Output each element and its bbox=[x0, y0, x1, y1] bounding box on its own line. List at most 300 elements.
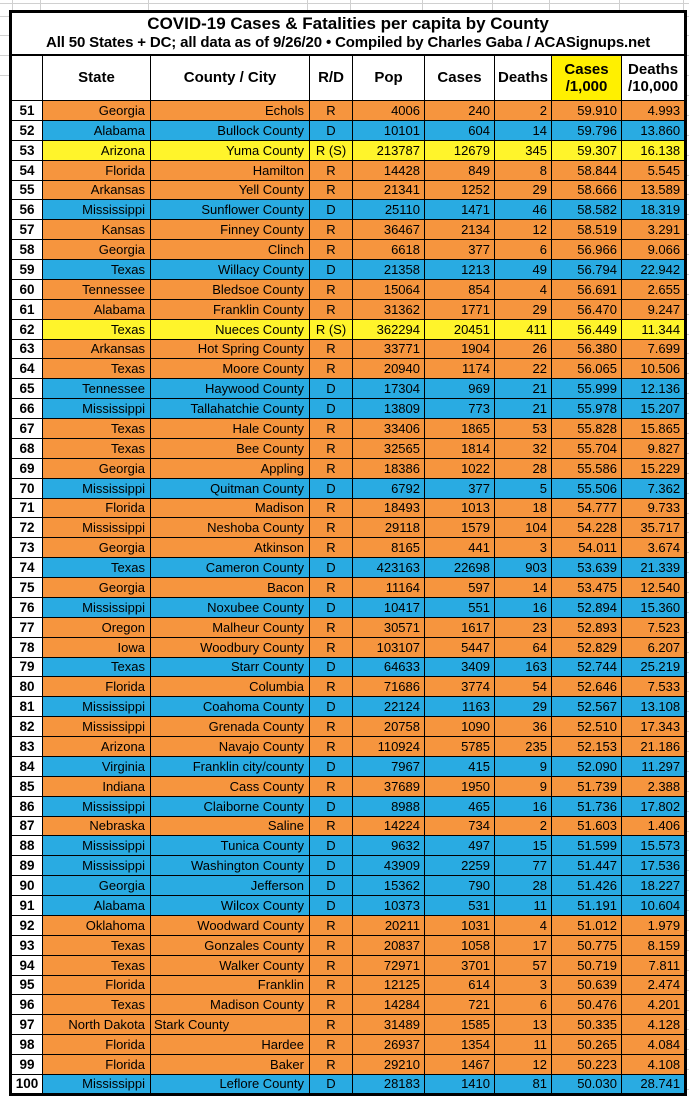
cell-state: Texas bbox=[43, 995, 151, 1015]
cell-cases-per-1000: 51.012 bbox=[552, 915, 622, 935]
cell-deaths-per-10000: 15.360 bbox=[622, 597, 686, 617]
cell-county: Coahoma County bbox=[151, 697, 310, 717]
cell-cases-per-1000: 50.223 bbox=[552, 1055, 622, 1075]
cell-pop: 103107 bbox=[353, 637, 425, 657]
cell-deaths: 903 bbox=[495, 558, 552, 578]
cell-party: R bbox=[310, 816, 353, 836]
cell-county: Columbia bbox=[151, 677, 310, 697]
cell-cases-per-1000: 56.470 bbox=[552, 299, 622, 319]
cell-state: Florida bbox=[43, 975, 151, 995]
cell-pop: 31489 bbox=[353, 1015, 425, 1035]
cell-state: Arizona bbox=[43, 737, 151, 757]
cell-pop: 21358 bbox=[353, 260, 425, 280]
cell-cases-per-1000: 59.307 bbox=[552, 140, 622, 160]
cell-deaths: 3 bbox=[495, 538, 552, 558]
cell-party: D bbox=[310, 756, 353, 776]
cell-cases: 1090 bbox=[425, 717, 495, 737]
cell-county: Malheur County bbox=[151, 617, 310, 637]
cell-deaths: 18 bbox=[495, 498, 552, 518]
cell-deaths: 29 bbox=[495, 180, 552, 200]
cell-cases: 1252 bbox=[425, 180, 495, 200]
header-deaths: Deaths bbox=[495, 55, 552, 101]
cell-pop: 8165 bbox=[353, 538, 425, 558]
gridline bbox=[0, 35, 9, 36]
cell-rank: 54 bbox=[11, 160, 43, 180]
cell-deaths-per-10000: 9.733 bbox=[622, 498, 686, 518]
table-row bbox=[11, 240, 686, 260]
cell-state: Florida bbox=[43, 1055, 151, 1075]
cell-party: R bbox=[310, 240, 353, 260]
table-row bbox=[11, 498, 686, 518]
cell-deaths-per-10000: 7.533 bbox=[622, 677, 686, 697]
cell-pop: 37689 bbox=[353, 776, 425, 796]
cell-pop: 7967 bbox=[353, 756, 425, 776]
table-row bbox=[11, 856, 686, 876]
cell-deaths-per-10000: 9.066 bbox=[622, 240, 686, 260]
cell-rank: 69 bbox=[11, 458, 43, 478]
cell-rank: 72 bbox=[11, 518, 43, 538]
header-rank bbox=[11, 55, 43, 101]
cell-deaths-per-10000: 2.474 bbox=[622, 975, 686, 995]
cell-pop: 213787 bbox=[353, 140, 425, 160]
cell-party: R bbox=[310, 677, 353, 697]
cell-state: Georgia bbox=[43, 578, 151, 598]
cell-county: Tallahatchie County bbox=[151, 399, 310, 419]
cell-rank: 99 bbox=[11, 1055, 43, 1075]
cell-cases: 1163 bbox=[425, 697, 495, 717]
cell-deaths-per-10000: 21.339 bbox=[622, 558, 686, 578]
cell-pop: 33771 bbox=[353, 339, 425, 359]
cell-rank: 60 bbox=[11, 279, 43, 299]
table-row bbox=[11, 737, 686, 757]
cell-cases: 1814 bbox=[425, 438, 495, 458]
cell-cases-per-1000: 55.586 bbox=[552, 458, 622, 478]
cell-cases: 5447 bbox=[425, 637, 495, 657]
gridline bbox=[422, 0, 423, 10]
cell-pop: 33406 bbox=[353, 419, 425, 439]
table-row bbox=[11, 637, 686, 657]
cell-county: Claiborne County bbox=[151, 796, 310, 816]
cell-party: D bbox=[310, 120, 353, 140]
cell-party: D bbox=[310, 896, 353, 916]
cell-pop: 9632 bbox=[353, 836, 425, 856]
cell-rank: 97 bbox=[11, 1015, 43, 1035]
cell-deaths: 21 bbox=[495, 379, 552, 399]
cell-rank: 74 bbox=[11, 558, 43, 578]
cell-pop: 20758 bbox=[353, 717, 425, 737]
cell-cases: 5785 bbox=[425, 737, 495, 757]
cell-pop: 43909 bbox=[353, 856, 425, 876]
cell-rank: 84 bbox=[11, 756, 43, 776]
cell-county: Bacon bbox=[151, 578, 310, 598]
cell-deaths: 28 bbox=[495, 876, 552, 896]
cell-party: D bbox=[310, 399, 353, 419]
cell-county: Stark County bbox=[151, 1015, 310, 1035]
cell-pop: 12125 bbox=[353, 975, 425, 995]
cell-county: Cass County bbox=[151, 776, 310, 796]
cell-deaths: 5 bbox=[495, 478, 552, 498]
header-deaths-per-10000: Deaths /10,000 bbox=[622, 55, 686, 101]
cell-party: D bbox=[310, 657, 353, 677]
cell-state: Alabama bbox=[43, 896, 151, 916]
table-row bbox=[11, 359, 686, 379]
cell-deaths: 9 bbox=[495, 776, 552, 796]
cell-party: R bbox=[310, 101, 353, 121]
cell-deaths-per-10000: 17.802 bbox=[622, 796, 686, 816]
cell-party: D bbox=[310, 558, 353, 578]
cell-cases: 1174 bbox=[425, 359, 495, 379]
cell-pop: 11164 bbox=[353, 578, 425, 598]
cell-cases-per-1000: 53.639 bbox=[552, 558, 622, 578]
cell-cases: 1013 bbox=[425, 498, 495, 518]
cell-pop: 14428 bbox=[353, 160, 425, 180]
cell-pop: 15362 bbox=[353, 876, 425, 896]
cell-cases: 1213 bbox=[425, 260, 495, 280]
cell-state: Oregon bbox=[43, 617, 151, 637]
cell-rank: 51 bbox=[11, 101, 43, 121]
cell-pop: 362294 bbox=[353, 319, 425, 339]
cell-deaths-per-10000: 10.604 bbox=[622, 896, 686, 916]
cell-state: Texas bbox=[43, 657, 151, 677]
table-subtitle: All 50 States + DC; all data as of 9/26/20 • Compiled by Charles Gaba / ACASignups.net bbox=[46, 34, 651, 52]
cell-party: R bbox=[310, 1055, 353, 1075]
cell-cases: 1471 bbox=[425, 200, 495, 220]
cell-state: Florida bbox=[43, 498, 151, 518]
cell-deaths: 49 bbox=[495, 260, 552, 280]
cell-deaths-per-10000: 9.827 bbox=[622, 438, 686, 458]
cell-county: Sunflower County bbox=[151, 200, 310, 220]
cell-rank: 57 bbox=[11, 220, 43, 240]
cell-rank: 67 bbox=[11, 419, 43, 439]
cell-pop: 4006 bbox=[353, 101, 425, 121]
cell-deaths: 11 bbox=[495, 896, 552, 916]
cell-cases: 240 bbox=[425, 101, 495, 121]
cell-cases: 604 bbox=[425, 120, 495, 140]
cell-deaths: 64 bbox=[495, 637, 552, 657]
table-row bbox=[11, 399, 686, 419]
cell-rank: 100 bbox=[11, 1074, 43, 1094]
cell-cases-per-1000: 50.775 bbox=[552, 935, 622, 955]
cell-party: R bbox=[310, 637, 353, 657]
table-row bbox=[11, 955, 686, 975]
cell-county: Moore County bbox=[151, 359, 310, 379]
table-row bbox=[11, 458, 686, 478]
cell-cases: 2134 bbox=[425, 220, 495, 240]
cell-cases: 1617 bbox=[425, 617, 495, 637]
header-cases-per-1000: Cases /1,000 bbox=[552, 55, 622, 101]
cell-county: Yuma County bbox=[151, 140, 310, 160]
cell-state: Georgia bbox=[43, 876, 151, 896]
cell-cases-per-1000: 55.978 bbox=[552, 399, 622, 419]
cell-pop: 110924 bbox=[353, 737, 425, 757]
cell-deaths-per-10000: 7.362 bbox=[622, 478, 686, 498]
cell-deaths: 29 bbox=[495, 697, 552, 717]
cell-county: Willacy County bbox=[151, 260, 310, 280]
cell-deaths: 12 bbox=[495, 1055, 552, 1075]
table-row bbox=[11, 538, 686, 558]
cell-cases: 1022 bbox=[425, 458, 495, 478]
cell-deaths: 15 bbox=[495, 836, 552, 856]
cell-cases-per-1000: 59.796 bbox=[552, 120, 622, 140]
cell-state: Texas bbox=[43, 438, 151, 458]
cell-rank: 55 bbox=[11, 180, 43, 200]
cell-cases: 1579 bbox=[425, 518, 495, 538]
cell-cases: 441 bbox=[425, 538, 495, 558]
cell-county: Woodward County bbox=[151, 915, 310, 935]
cell-deaths-per-10000: 8.159 bbox=[622, 935, 686, 955]
cell-county: Hamilton bbox=[151, 160, 310, 180]
cell-deaths: 14 bbox=[495, 578, 552, 598]
cell-pop: 10101 bbox=[353, 120, 425, 140]
cell-state: Iowa bbox=[43, 637, 151, 657]
cell-cases-per-1000: 54.228 bbox=[552, 518, 622, 538]
cell-cases-per-1000: 54.777 bbox=[552, 498, 622, 518]
table-row bbox=[11, 1035, 686, 1055]
cell-deaths-per-10000: 12.136 bbox=[622, 379, 686, 399]
cell-party: D bbox=[310, 1074, 353, 1094]
cell-party: R bbox=[310, 995, 353, 1015]
cell-cases-per-1000: 56.065 bbox=[552, 359, 622, 379]
cell-party: D bbox=[310, 697, 353, 717]
cell-rank: 83 bbox=[11, 737, 43, 757]
cell-rank: 86 bbox=[11, 796, 43, 816]
cell-rank: 58 bbox=[11, 240, 43, 260]
cell-county: Nueces County bbox=[151, 319, 310, 339]
cell-deaths: 21 bbox=[495, 399, 552, 419]
cell-deaths-per-10000: 13.108 bbox=[622, 697, 686, 717]
cell-deaths: 81 bbox=[495, 1074, 552, 1094]
header-county: County / City bbox=[151, 55, 310, 101]
cell-county: Madison County bbox=[151, 995, 310, 1015]
cell-party: R bbox=[310, 737, 353, 757]
cell-deaths-per-10000: 15.207 bbox=[622, 399, 686, 419]
cell-deaths: 11 bbox=[495, 1035, 552, 1055]
cell-rank: 87 bbox=[11, 816, 43, 836]
cell-county: Franklin city/county bbox=[151, 756, 310, 776]
cell-pop: 6618 bbox=[353, 240, 425, 260]
cell-county: Haywood County bbox=[151, 379, 310, 399]
cell-pop: 36467 bbox=[353, 220, 425, 240]
cell-deaths: 14 bbox=[495, 120, 552, 140]
cell-rank: 80 bbox=[11, 677, 43, 697]
cell-pop: 21341 bbox=[353, 180, 425, 200]
cell-deaths: 104 bbox=[495, 518, 552, 538]
cell-state: Mississippi bbox=[43, 856, 151, 876]
cell-county: Neshoba County bbox=[151, 518, 310, 538]
cell-deaths: 235 bbox=[495, 737, 552, 757]
covid-county-table bbox=[9, 10, 687, 1096]
cell-cases: 1904 bbox=[425, 339, 495, 359]
table-row bbox=[11, 319, 686, 339]
cell-deaths-per-10000: 17.536 bbox=[622, 856, 686, 876]
cell-county: Wilcox County bbox=[151, 896, 310, 916]
cell-state: Kansas bbox=[43, 220, 151, 240]
cell-state: Arkansas bbox=[43, 339, 151, 359]
cell-deaths-per-10000: 13.589 bbox=[622, 180, 686, 200]
cell-deaths: 4 bbox=[495, 279, 552, 299]
cell-state: Florida bbox=[43, 677, 151, 697]
cell-deaths-per-10000: 2.388 bbox=[622, 776, 686, 796]
cell-rank: 81 bbox=[11, 697, 43, 717]
cell-cases-per-1000: 50.476 bbox=[552, 995, 622, 1015]
table-row bbox=[11, 597, 686, 617]
cell-cases: 854 bbox=[425, 279, 495, 299]
cell-pop: 25110 bbox=[353, 200, 425, 220]
cell-cases-per-1000: 52.646 bbox=[552, 677, 622, 697]
cell-party: R bbox=[310, 180, 353, 200]
cell-county: Noxubee County bbox=[151, 597, 310, 617]
table-row bbox=[11, 876, 686, 896]
cell-cases: 2259 bbox=[425, 856, 495, 876]
cell-deaths: 2 bbox=[495, 101, 552, 121]
cell-cases-per-1000: 59.910 bbox=[552, 101, 622, 121]
cell-cases-per-1000: 52.567 bbox=[552, 697, 622, 717]
cell-rank: 77 bbox=[11, 617, 43, 637]
cell-deaths-per-10000: 4.993 bbox=[622, 101, 686, 121]
cell-rank: 66 bbox=[11, 399, 43, 419]
header-pop: Pop bbox=[353, 55, 425, 101]
cell-party: D bbox=[310, 597, 353, 617]
table-row bbox=[11, 220, 686, 240]
cell-deaths: 53 bbox=[495, 419, 552, 439]
cell-deaths-per-10000: 3.291 bbox=[622, 220, 686, 240]
cell-state: Florida bbox=[43, 1035, 151, 1055]
cell-county: Walker County bbox=[151, 955, 310, 975]
table-row bbox=[11, 299, 686, 319]
cell-county: Baker bbox=[151, 1055, 310, 1075]
table-row bbox=[11, 120, 686, 140]
cell-pop: 20940 bbox=[353, 359, 425, 379]
table-title: COVID-19 Cases & Fatalities per capita by County bbox=[147, 13, 549, 33]
column-header-row bbox=[11, 55, 686, 101]
cell-state: Texas bbox=[43, 955, 151, 975]
cell-cases-per-1000: 51.599 bbox=[552, 836, 622, 856]
cell-cases: 465 bbox=[425, 796, 495, 816]
cell-deaths: 16 bbox=[495, 597, 552, 617]
cell-county: Atkinson bbox=[151, 538, 310, 558]
cell-rank: 68 bbox=[11, 438, 43, 458]
cell-rank: 96 bbox=[11, 995, 43, 1015]
gridline bbox=[0, 55, 9, 56]
cell-pop: 17304 bbox=[353, 379, 425, 399]
cell-county: Cameron County bbox=[151, 558, 310, 578]
cell-deaths-per-10000: 4.108 bbox=[622, 1055, 686, 1075]
cell-pop: 6792 bbox=[353, 478, 425, 498]
cell-party: R (S) bbox=[310, 319, 353, 339]
cell-pop: 20837 bbox=[353, 935, 425, 955]
cell-state: Mississippi bbox=[43, 399, 151, 419]
cell-county: Navajo County bbox=[151, 737, 310, 757]
cell-party: R bbox=[310, 419, 353, 439]
cell-party: R bbox=[310, 578, 353, 598]
table-row bbox=[11, 1074, 686, 1094]
cell-deaths-per-10000: 18.319 bbox=[622, 200, 686, 220]
cell-party: D bbox=[310, 478, 353, 498]
cell-pop: 26937 bbox=[353, 1035, 425, 1055]
cell-deaths: 17 bbox=[495, 935, 552, 955]
cell-rank: 85 bbox=[11, 776, 43, 796]
cell-county: Appling bbox=[151, 458, 310, 478]
cell-rank: 92 bbox=[11, 915, 43, 935]
cell-rank: 70 bbox=[11, 478, 43, 498]
cell-cases-per-1000: 55.828 bbox=[552, 419, 622, 439]
cell-county: Woodbury County bbox=[151, 637, 310, 657]
cell-cases-per-1000: 51.191 bbox=[552, 896, 622, 916]
cell-state: Mississippi bbox=[43, 697, 151, 717]
cell-cases: 497 bbox=[425, 836, 495, 856]
gridline bbox=[683, 0, 684, 10]
cell-party: D bbox=[310, 876, 353, 896]
cell-rank: 89 bbox=[11, 856, 43, 876]
cell-deaths: 163 bbox=[495, 657, 552, 677]
cell-state: Mississippi bbox=[43, 1074, 151, 1094]
cell-deaths-per-10000: 21.186 bbox=[622, 737, 686, 757]
cell-cases: 22698 bbox=[425, 558, 495, 578]
cell-party: R bbox=[310, 776, 353, 796]
cell-state: Georgia bbox=[43, 538, 151, 558]
table-row bbox=[11, 518, 686, 538]
table-row bbox=[11, 419, 686, 439]
table-row bbox=[11, 796, 686, 816]
cell-party: R bbox=[310, 359, 353, 379]
cell-deaths: 2 bbox=[495, 816, 552, 836]
cell-cases-per-1000: 56.691 bbox=[552, 279, 622, 299]
cell-pop: 15064 bbox=[353, 279, 425, 299]
cell-cases: 20451 bbox=[425, 319, 495, 339]
cell-deaths-per-10000: 16.138 bbox=[622, 140, 686, 160]
cell-county: Washington County bbox=[151, 856, 310, 876]
cell-cases: 849 bbox=[425, 160, 495, 180]
cell-state: Mississippi bbox=[43, 717, 151, 737]
cell-state: Arizona bbox=[43, 140, 151, 160]
cell-deaths-per-10000: 15.229 bbox=[622, 458, 686, 478]
cell-county: Clinch bbox=[151, 240, 310, 260]
cell-deaths: 77 bbox=[495, 856, 552, 876]
cell-deaths-per-10000: 4.201 bbox=[622, 995, 686, 1015]
cell-cases-per-1000: 58.844 bbox=[552, 160, 622, 180]
cell-deaths-per-10000: 17.343 bbox=[622, 717, 686, 737]
cell-pop: 14284 bbox=[353, 995, 425, 1015]
cell-county: Bee County bbox=[151, 438, 310, 458]
cell-cases-per-1000: 51.739 bbox=[552, 776, 622, 796]
cell-party: D bbox=[310, 796, 353, 816]
gridline bbox=[12, 0, 13, 10]
cell-state: Mississippi bbox=[43, 836, 151, 856]
cell-deaths-per-10000: 15.573 bbox=[622, 836, 686, 856]
cell-cases-per-1000: 52.893 bbox=[552, 617, 622, 637]
cell-cases: 551 bbox=[425, 597, 495, 617]
cell-county: Jefferson bbox=[151, 876, 310, 896]
cell-deaths-per-10000: 7.811 bbox=[622, 955, 686, 975]
cell-cases: 3701 bbox=[425, 955, 495, 975]
cell-cases-per-1000: 55.704 bbox=[552, 438, 622, 458]
cell-deaths: 22 bbox=[495, 359, 552, 379]
cell-cases-per-1000: 52.510 bbox=[552, 717, 622, 737]
cell-deaths-per-10000: 11.344 bbox=[622, 319, 686, 339]
gridline bbox=[0, 16, 9, 17]
cell-party: D bbox=[310, 856, 353, 876]
cell-rank: 61 bbox=[11, 299, 43, 319]
cell-party: D bbox=[310, 200, 353, 220]
cell-state: Mississippi bbox=[43, 200, 151, 220]
cell-county: Hale County bbox=[151, 419, 310, 439]
cell-party: R bbox=[310, 1015, 353, 1035]
cell-state: Alabama bbox=[43, 299, 151, 319]
cell-pop: 20211 bbox=[353, 915, 425, 935]
cell-cases: 1354 bbox=[425, 1035, 495, 1055]
table-row bbox=[11, 697, 686, 717]
cell-cases: 1410 bbox=[425, 1074, 495, 1094]
